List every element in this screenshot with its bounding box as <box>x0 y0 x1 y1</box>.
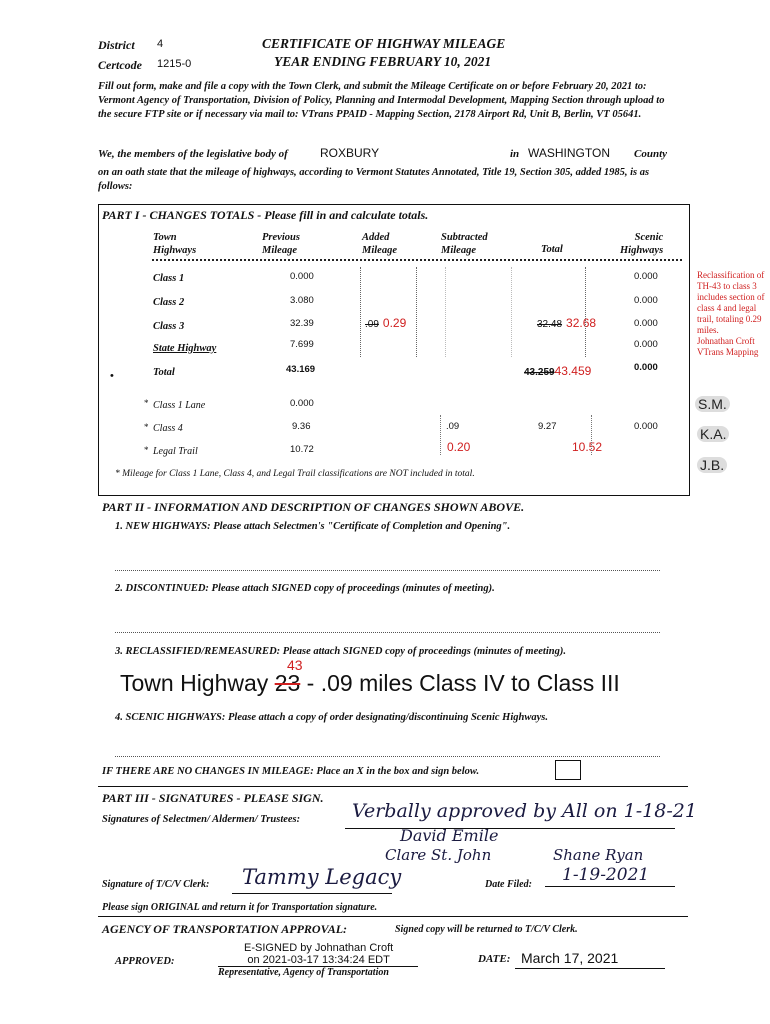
header-town-highways: Town Highways <box>153 232 197 256</box>
row-class3-added[interactable]: .09 0.29 <box>365 316 407 330</box>
selectmen-sig-line <box>345 828 675 829</box>
we-label: We, the members of the legislative body of <box>98 148 288 160</box>
header-subtracted-mileage: Subtracted Mileage <box>441 232 488 256</box>
subrow-legal-trail-previous[interactable]: 10.72 <box>290 444 314 455</box>
total-column-box <box>535 267 586 357</box>
row-total-label: Total <box>153 367 175 378</box>
subrow-legal-trail-subtracted[interactable]: 0.20 <box>447 440 471 454</box>
district-value[interactable]: 4 <box>157 38 164 50</box>
esign-stamp: E-SIGNED by Johnathan Croft on 2021-03-17 13:34:24 EDT <box>244 942 394 966</box>
header-total: Total <box>541 244 563 255</box>
district-label: District <box>98 38 135 52</box>
row-class3-total[interactable]: 32.48 32.68 <box>537 316 597 330</box>
part3-divider <box>98 786 688 787</box>
row-class1-scenic[interactable]: 0.000 <box>634 271 658 282</box>
row-class1-label: Class 1 <box>153 273 185 284</box>
subrow-legal-trail-total[interactable]: 10.52 <box>572 440 603 454</box>
initials-jb[interactable]: J.B. <box>697 457 727 473</box>
row-state-highway-previous[interactable]: 7.699 <box>290 339 314 350</box>
part2-title: PART II - INFORMATION AND DESCRIPTION OF CHANGES SHOWN ABOVE. <box>102 500 525 514</box>
subrow-class4-total[interactable]: 9.27 <box>538 421 557 432</box>
subrow-class4-scenic[interactable]: 0.000 <box>634 421 658 432</box>
part2-item2: 2. DISCONTINUED: Please attach SIGNED copy of proceedings (minutes of meeting). <box>115 583 495 594</box>
subrow-asterisk-2: * <box>144 422 149 432</box>
initials-ka[interactable]: K.A. <box>697 426 729 442</box>
date-filed-label: Date Filed: <box>485 879 532 890</box>
agency-date-value[interactable]: March 17, 2021 <box>521 950 619 966</box>
subrow-class4-previous[interactable]: 9.36 <box>292 421 311 432</box>
subrow-legal-trail-label: Legal Trail <box>153 446 198 457</box>
row-total-previous: 43.169 <box>286 364 316 375</box>
row-total-scenic: 0.000 <box>634 362 658 373</box>
row-class3-label: Class 3 <box>153 321 185 332</box>
part1-footnote: * Mileage for Class 1 Lane, Class 4, and Legal Trail classifications are NOT included in total. <box>115 469 475 479</box>
row-class3-scenic[interactable]: 0.000 <box>634 318 658 329</box>
row-class3-previous[interactable]: 32.39 <box>290 318 314 329</box>
county-label: County <box>634 148 668 160</box>
header-scenic-highways: Scenic Highways <box>620 232 664 256</box>
clerk-signature[interactable]: Tammy Legacy <box>242 865 402 889</box>
part1-title: PART I - CHANGES TOTALS - Please fill in and calculate totals. <box>102 208 429 222</box>
subrow-asterisk: * <box>144 398 149 408</box>
part2-item3: 3. RECLASSIFIED/REMEASURED: Please attach SIGNED copy of proceedings (minutes of meeting). <box>115 646 566 657</box>
correction-43: 43 <box>287 657 303 673</box>
part3-bottom-line <box>98 916 688 917</box>
clerk-label: Signature of T/C/V Clerk: <box>102 879 210 890</box>
row-class2-scenic[interactable]: 0.000 <box>634 295 658 306</box>
verbal-approval[interactable]: Verbally approved by All on 1-18-21 <box>352 800 697 822</box>
instructions-text: Fill out form, make and file a copy with the Town Clerk, and submit the Mileage Certificate on or before February 20, 2021 to: Vermont Agency of Transportation, Division of Policy, Planning and Intermodal Development, Mapping Section through upload to the secure FTP site or if necessary via mail to: VTrans PPAID - Mapping Section, 2178 Airport Rd, Unit B, Berlin, VT 05641. <box>98 81 665 120</box>
row-state-highway-scenic[interactable]: 0.000 <box>634 339 658 350</box>
signature-david[interactable]: David Emile <box>400 826 499 845</box>
subrow-class4-subtracted[interactable]: .09 <box>446 421 460 432</box>
selectmen-label: Signatures of Selectmen/ Aldermen/ Trustees: <box>102 814 301 825</box>
header-previous-mileage: Previous Mileage <box>262 232 300 256</box>
representative-label: Representative, Agency of Transportation <box>218 967 389 978</box>
added-column-box <box>360 267 417 357</box>
item2-line <box>115 632 660 633</box>
item1-line <box>115 570 660 571</box>
signature-clare[interactable]: Clare St. John <box>385 846 492 864</box>
town-field[interactable]: ROXBURY <box>320 146 380 160</box>
row-state-highway-label: State Highway <box>153 343 217 354</box>
subrow-asterisk-3: * <box>144 445 149 455</box>
agency-title: AGENCY OF TRANSPORTATION APPROVAL: <box>102 922 348 936</box>
part2-item4: 4. SCENIC HIGHWAYS: Please attach a copy of order designating/discontinuing Scenic Highways. <box>115 712 548 723</box>
agency-returned-note: Signed copy will be returned to T/C/V Clerk. <box>395 924 578 935</box>
signature-shane[interactable]: Shane Ryan <box>553 846 644 864</box>
subrow-class1-lane-previous[interactable]: 0.000 <box>290 398 314 409</box>
county-field[interactable]: WASHINGTON <box>528 146 611 160</box>
row-class2-label: Class 2 <box>153 297 185 308</box>
subtracted-column-box <box>445 267 512 357</box>
sign-original-note: Please sign ORIGINAL and return it for Transportation signature. <box>102 902 378 913</box>
date-filed-value[interactable]: 1-19-2021 <box>562 865 650 885</box>
certcode-label: Certcode <box>98 58 142 72</box>
subrow-class1-lane-label: Class 1 Lane <box>153 400 206 411</box>
approved-label: APPROVED: <box>115 956 175 967</box>
in-label: in <box>510 148 520 160</box>
row-class1-previous[interactable]: 0.000 <box>290 271 314 282</box>
side-note: Reclassification of TH-43 to class 3 includes section of class 4 and legal trail, totaling 0.29 miles. Johnathan Croft VTrans Mapping <box>697 270 765 357</box>
no-changes-text: IF THERE ARE NO CHANGES IN MILEAGE: Place an X in the box and sign below. <box>102 766 480 777</box>
header-added-mileage: Added Mileage <box>362 232 397 256</box>
agency-date-line <box>515 968 665 969</box>
title-line2: YEAR ENDING FEBRUARY 10, 2021 <box>274 54 492 69</box>
row-total-total: 43.25943.459 <box>524 364 592 378</box>
title-line1: CERTIFICATE OF HIGHWAY MILEAGE <box>262 36 506 51</box>
subrow-class4-label: Class 4 <box>153 423 183 434</box>
certcode-value[interactable]: 1215-0 <box>157 58 192 70</box>
clerk-sig-line <box>232 893 392 894</box>
margin-dot: • <box>110 370 114 382</box>
item4-line <box>115 756 660 757</box>
initials-sm[interactable]: S.M. <box>695 396 730 412</box>
date-filed-line <box>545 886 675 887</box>
no-changes-checkbox[interactable] <box>555 760 581 780</box>
header-divider <box>152 259 682 261</box>
part2-item1: 1. NEW HIGHWAYS: Please attach Selectmen's "Certificate of Completion and Opening". <box>115 521 511 532</box>
subrow-field-box <box>440 415 592 455</box>
oath-text: on an oath state that the mileage of highways, according to Vermont Statutes Annotated, Title 19, Section 305, added 1985, is as follows: <box>98 167 650 192</box>
row-class2-previous[interactable]: 3.080 <box>290 295 314 306</box>
agency-date-label: DATE: <box>478 953 511 965</box>
reclass-entry[interactable]: Town Highway 23 - .09 miles Class IV to Class III <box>120 670 620 696</box>
part3-title: PART III - SIGNATURES - PLEASE SIGN. <box>102 791 324 805</box>
